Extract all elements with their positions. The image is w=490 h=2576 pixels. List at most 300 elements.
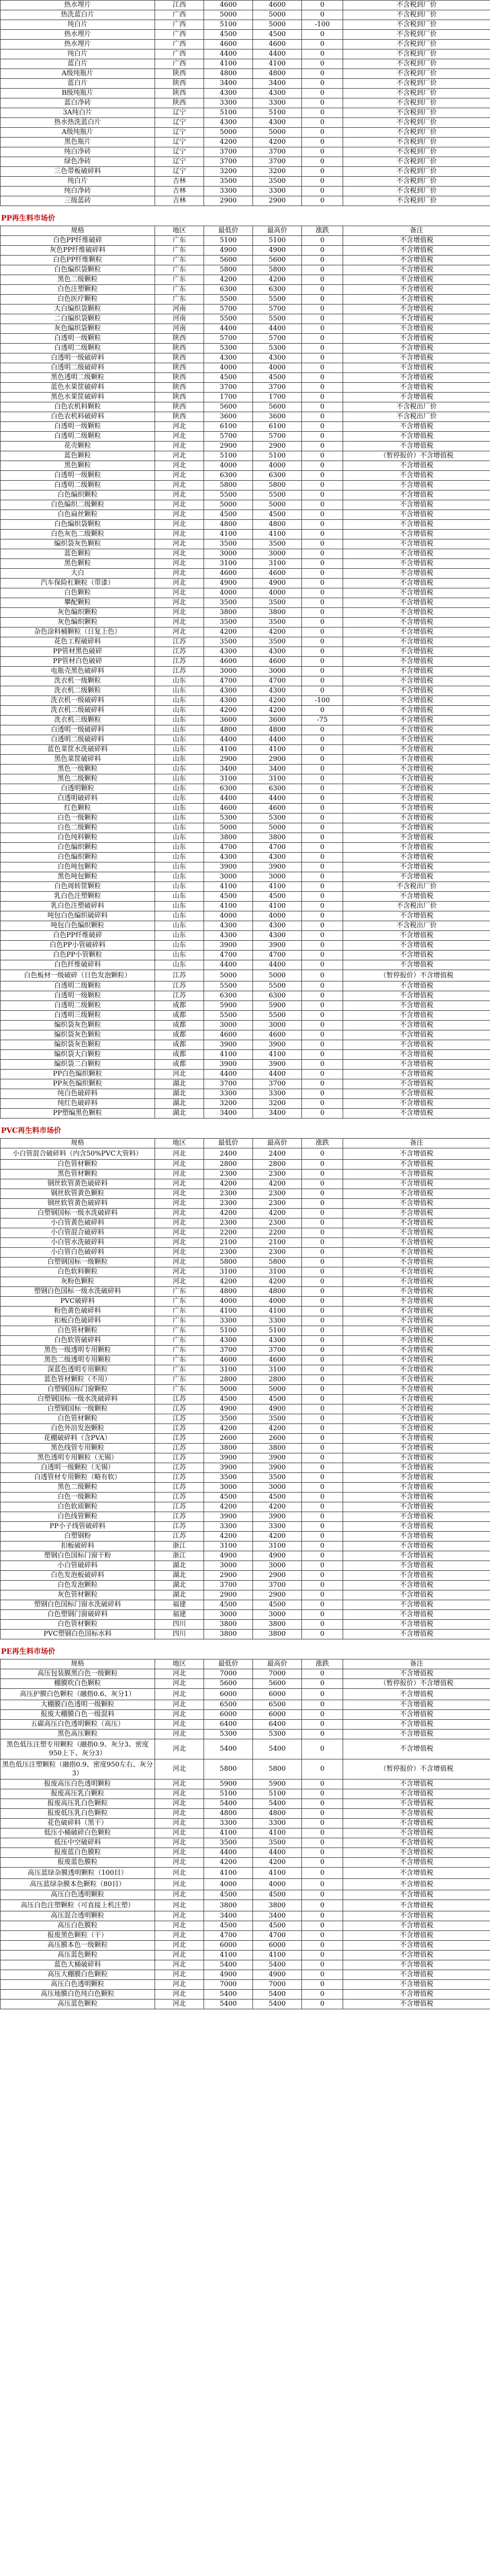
spec-cell: 白色管材颗粒	[1, 1326, 155, 1336]
min-price-cell: 3000	[204, 549, 253, 559]
change-cell: 0	[302, 814, 343, 823]
max-price-cell: 5800	[253, 481, 302, 490]
note-cell: （暂停报价）不含增值税	[343, 1679, 490, 1689]
spec-cell: 白透明一级颗粒	[1, 471, 155, 481]
spec-cell: 洗衣机一级颗粒	[1, 676, 155, 686]
table-row	[1, 539, 490, 549]
spec-cell: 纯白片	[1, 20, 155, 30]
table-row	[1, 1444, 490, 1453]
spec-cell: 蓝色菜筐水洗破碎料	[1, 745, 155, 755]
change-cell: 0	[302, 1307, 343, 1316]
min-price-cell: 4100	[204, 1050, 253, 1060]
region-cell: 陕西	[155, 373, 204, 383]
note-cell: 不含增值税	[343, 657, 490, 667]
section-title: PVC再生料市场价	[1, 1127, 61, 1135]
region-cell: 河北	[155, 628, 204, 637]
change-cell: 0	[302, 843, 343, 853]
spec-cell: 乳白色注塑破碎料	[1, 902, 155, 911]
change-cell: 0	[302, 618, 343, 628]
change-cell: 0	[302, 30, 343, 40]
spec-cell: 蓝色大桶破碎料	[1, 1960, 155, 1970]
min-price-cell: 5000	[204, 10, 253, 20]
change-cell: 0	[302, 147, 343, 157]
max-price-cell: 7000	[253, 1980, 302, 1990]
note-cell: 不含增值税	[343, 1444, 490, 1453]
note-cell: 不含增值税	[343, 931, 490, 941]
table-row	[1, 442, 490, 451]
region-cell: 广东	[155, 285, 204, 295]
spec-cell: 高压白色透明颗粒	[1, 1980, 155, 1990]
max-price-cell: 3000	[253, 667, 302, 676]
min-price-cell: 6000	[204, 1941, 253, 1951]
table-row	[1, 1679, 490, 1689]
note-cell: 不含增值税	[343, 285, 490, 295]
change-cell: 0	[302, 265, 343, 275]
note-cell: 不含增值税	[343, 471, 490, 481]
change-cell: 0	[302, 1710, 343, 1720]
note-cell: 不含税到厂价	[343, 118, 490, 128]
region-cell: 河北	[155, 1848, 204, 1858]
spec-cell: 白透管材专用颗粒（略有软）	[1, 1473, 155, 1483]
table-row	[1, 1089, 490, 1099]
spec-cell: 汽车保险杠颗粒（带漆）	[1, 579, 155, 588]
max-price-cell: 3100	[253, 559, 302, 569]
region-cell: 河北	[155, 490, 204, 500]
min-price-cell: 5000	[204, 128, 253, 138]
table-row	[1, 1170, 490, 1179]
region-cell: 河北	[155, 1951, 204, 1960]
change-cell: 0	[302, 451, 343, 461]
change-cell: 0	[302, 1287, 343, 1297]
min-price-cell: 3800	[204, 1444, 253, 1453]
region-cell: 福建	[155, 1600, 204, 1610]
spec-cell: 白色编织袋颗粒	[1, 265, 155, 275]
max-price-cell: 4000	[253, 1879, 302, 1890]
section-spacer	[0, 206, 490, 210]
min-price-cell: 5600	[204, 256, 253, 265]
min-price-cell: 4200	[204, 1209, 253, 1218]
change-cell: 0	[302, 539, 343, 549]
spec-cell: 白透明破碎料	[1, 794, 155, 804]
max-price-cell: 5400	[253, 1990, 302, 1999]
table-row	[1, 1960, 490, 1970]
change-cell: 0	[302, 1799, 343, 1809]
change-cell: 0	[302, 1179, 343, 1189]
table-row	[1, 1931, 490, 1941]
change-cell: 0	[302, 383, 343, 393]
max-price-cell: 4100	[253, 1951, 302, 1960]
region-cell: 江苏	[155, 1434, 204, 1444]
min-price-cell: 4200	[204, 1502, 253, 1512]
region-cell: 成都	[155, 1040, 204, 1050]
change-cell: 0	[302, 911, 343, 921]
table-row	[1, 1385, 490, 1395]
spec-cell: PP塑编黑色颗粒	[1, 1109, 155, 1118]
change-cell: 0	[302, 1720, 343, 1730]
table-row	[1, 59, 490, 69]
max-price-cell: 5100	[253, 1326, 302, 1336]
region-cell: 河北	[155, 618, 204, 628]
max-price-cell: 4300	[253, 89, 302, 98]
change-cell: 0	[302, 1148, 343, 1160]
table-row	[1, 608, 490, 618]
min-price-cell: 6000	[204, 1710, 253, 1720]
region-cell: 河北	[155, 1228, 204, 1238]
table-row	[1, 246, 490, 256]
max-price-cell: 3900	[253, 1453, 302, 1463]
min-price-cell: 5400	[204, 1990, 253, 1999]
spec-cell: 白色吨包颗粒	[1, 862, 155, 872]
region-cell: 陕西	[155, 353, 204, 363]
table-row	[1, 814, 490, 823]
spec-cell: 白透明三级颗粒	[1, 1011, 155, 1021]
min-price-cell: 5100	[204, 236, 253, 246]
region-cell: 广西	[155, 40, 204, 49]
region-cell: 江苏	[155, 1522, 204, 1532]
spec-cell: 大白编织袋颗粒	[1, 304, 155, 314]
max-price-cell: 5500	[253, 981, 302, 991]
max-price-cell: 3400	[253, 79, 302, 89]
region-cell: 江苏	[155, 991, 204, 1001]
note-cell: 不含增值税	[343, 1355, 490, 1365]
change-cell: 0	[302, 324, 343, 334]
table-row	[1, 1030, 490, 1040]
table-row	[1, 285, 490, 295]
note-cell: （暂停报价）不含增值税	[343, 451, 490, 461]
spec-cell: 白透明二级破碎料	[1, 735, 155, 745]
table-row	[1, 1879, 490, 1890]
max-price-cell: 3900	[253, 1463, 302, 1473]
spec-cell: 白塑钢国标一级水洗破碎料	[1, 1209, 155, 1218]
region-cell: 山东	[155, 902, 204, 911]
note-cell: 不含增值税	[343, 1730, 490, 1739]
max-price-cell: 5500	[253, 490, 302, 500]
table-row	[1, 1316, 490, 1326]
min-price-cell: 3800	[204, 608, 253, 618]
change-cell: 0	[302, 882, 343, 892]
region-cell: 河北	[155, 461, 204, 471]
max-price-cell: 4100	[253, 1868, 302, 1879]
change-cell: 0	[302, 765, 343, 774]
table-row	[1, 334, 490, 344]
note-cell: 不含税到厂价	[343, 108, 490, 118]
region-cell: 广东	[155, 1326, 204, 1336]
region-cell: 山东	[155, 814, 204, 823]
region-cell: 辽宁	[155, 147, 204, 157]
region-cell: 河北	[155, 422, 204, 432]
table-row	[1, 755, 490, 765]
min-price-cell: 2300	[204, 1199, 253, 1209]
table-row	[1, 98, 490, 108]
spec-cell: 白色管材颗粒	[1, 1160, 155, 1170]
region-cell: 河北	[155, 1070, 204, 1079]
note-cell: 不含增值税	[343, 1941, 490, 1951]
note-cell: 不含增值税	[343, 1999, 490, 2009]
spec-cell: A级纯瓶片	[1, 69, 155, 79]
note-cell: 不含增值税	[343, 334, 490, 344]
max-price-cell: 4500	[253, 373, 302, 383]
max-price-cell: 4800	[253, 1287, 302, 1297]
spec-cell: 白透明二级颗粒	[1, 981, 155, 991]
table-row	[1, 716, 490, 725]
min-price-cell: 3000	[204, 1610, 253, 1620]
spec-cell: 白色一级颗粒	[1, 1493, 155, 1502]
note-cell: 不含增值税	[343, 1493, 490, 1502]
max-price-header: 最高价	[253, 1659, 302, 1669]
region-cell: 河北	[155, 539, 204, 549]
min-price-cell: 4000	[204, 588, 253, 598]
table-row	[1, 1365, 490, 1375]
change-cell: 0	[302, 59, 343, 69]
change-cell: 0	[302, 1277, 343, 1287]
change-cell: 0	[302, 1868, 343, 1879]
note-cell: 不含增值税	[343, 1346, 490, 1355]
note-cell: 不含增值税	[343, 588, 490, 598]
table-row	[1, 1160, 490, 1170]
table-row	[1, 1011, 490, 1021]
table-row	[1, 1819, 490, 1828]
spec-cell: 报废高压乳白颗粒	[1, 1789, 155, 1799]
region-cell: 成都	[155, 1050, 204, 1060]
note-cell: 不含增值税	[343, 725, 490, 735]
note-cell: 不含增值税	[343, 960, 490, 970]
region-cell: 河北	[155, 1828, 204, 1838]
min-price-cell: 3500	[204, 177, 253, 187]
region-cell: 河北	[155, 1148, 204, 1160]
change-cell: 0	[302, 500, 343, 510]
table-row	[1, 1561, 490, 1571]
region-cell: 山东	[155, 882, 204, 892]
min-price-cell: 4600	[204, 804, 253, 814]
spec-cell: A级纯瓶片	[1, 128, 155, 138]
min-price-cell: 4600	[204, 1355, 253, 1365]
region-cell: 河北	[155, 1970, 204, 1980]
max-price-cell: 4300	[253, 353, 302, 363]
min-price-cell: 4700	[204, 676, 253, 686]
note-cell: 不含增值税	[343, 236, 490, 246]
max-price-cell: 4700	[253, 1931, 302, 1941]
min-price-cell: 3500	[204, 598, 253, 608]
change-cell: 0	[302, 1999, 343, 2009]
max-price-cell: 4300	[253, 931, 302, 941]
change-cell: 0	[302, 314, 343, 324]
max-price-cell: 6300	[253, 285, 302, 295]
note-cell: 不含增值税	[343, 1336, 490, 1346]
max-price-cell: 4200	[253, 1209, 302, 1218]
region-cell: 河北	[155, 1911, 204, 1921]
max-price-cell: 5900	[253, 1001, 302, 1011]
table-row	[1, 657, 490, 667]
note-cell: 不含增值税	[343, 275, 490, 285]
change-cell: 0	[302, 1473, 343, 1483]
region-cell: 河北	[155, 569, 204, 579]
table-row	[1, 1941, 490, 1951]
min-price-cell: 4500	[204, 892, 253, 902]
spec-cell: 白透明一级破碎料	[1, 725, 155, 735]
min-price-cell: 3800	[204, 833, 253, 843]
note-cell: 不含税到厂价	[343, 59, 490, 69]
table-header-row	[1, 226, 490, 236]
table-row	[1, 696, 490, 706]
region-cell: 广东	[155, 1336, 204, 1346]
spec-cell: 报废蓝白色膜粒	[1, 1848, 155, 1858]
min-price-cell: 2400	[204, 1148, 253, 1160]
region-cell: 成都	[155, 1030, 204, 1040]
region-cell: 广东	[155, 1316, 204, 1326]
change-cell: 0	[302, 1858, 343, 1868]
spec-cell: 热水热洗蓝白片	[1, 118, 155, 128]
min-price-cell: 3100	[204, 1267, 253, 1277]
max-price-cell: 6400	[253, 1720, 302, 1730]
spec-header: 规格	[1, 226, 155, 236]
note-cell: 不含增值税	[343, 579, 490, 588]
note-cell: 不含增值税	[343, 647, 490, 657]
table-row	[1, 706, 490, 716]
region-cell: 山东	[155, 676, 204, 686]
note-cell: 不含增值税	[343, 1848, 490, 1858]
spec-cell: 纯白色破碎料	[1, 1089, 155, 1099]
note-cell: 不含增值税	[343, 941, 490, 951]
max-price-cell: 4600	[253, 1, 302, 10]
max-price-cell: 3000	[253, 1610, 302, 1620]
note-cell: 不含增值税	[343, 1739, 490, 1759]
change-cell: 0	[302, 1060, 343, 1070]
spec-cell: 白透明一级颗粒	[1, 422, 155, 432]
table-row	[1, 138, 490, 147]
max-price-cell: 2300	[253, 1170, 302, 1179]
min-price-cell: 4100	[204, 1868, 253, 1879]
region-cell: 成都	[155, 1011, 204, 1021]
change-cell: 0	[302, 157, 343, 167]
min-price-cell: 4400	[204, 960, 253, 970]
min-price-cell: 4600	[204, 569, 253, 579]
table-row	[1, 1404, 490, 1414]
region-cell: 河北	[155, 1179, 204, 1189]
table-row	[1, 745, 490, 755]
max-price-cell: 3700	[253, 157, 302, 167]
change-cell: 0	[302, 676, 343, 686]
max-price-cell: 4100	[253, 1050, 302, 1060]
spec-cell: 白色编织颗粒	[1, 843, 155, 853]
spec-cell: 白色编织颗粒	[1, 853, 155, 862]
spec-cell: 高压膜本色一级颗粒	[1, 1941, 155, 1951]
spec-cell: 白色板材一级破碎（日色发泡颗粒）	[1, 970, 155, 981]
change-cell: 0	[302, 138, 343, 147]
min-price-cell: 4000	[204, 363, 253, 373]
spec-cell: 二白编织袋颗粒	[1, 314, 155, 324]
max-price-cell: 4600	[253, 1355, 302, 1365]
spec-cell: 高压大棚膜白色颗粒	[1, 1970, 155, 1980]
spec-cell: 白透明二级颗粒	[1, 481, 155, 490]
max-price-cell: 5800	[253, 1759, 302, 1780]
table-row	[1, 725, 490, 735]
spec-cell: 高压蓝色颗粒	[1, 1951, 155, 1960]
note-cell: 不含增值税	[343, 539, 490, 549]
spec-cell: 黑色线管专用颗粒	[1, 1444, 155, 1453]
max-price-cell: 2300	[253, 1199, 302, 1209]
change-cell: 0	[302, 1561, 343, 1571]
spec-cell: 蓝色水果筐破碎料	[1, 383, 155, 393]
change-cell: 0	[302, 1444, 343, 1453]
region-cell: 山东	[155, 960, 204, 970]
change-cell: 0	[302, 1759, 343, 1780]
note-cell: 不含增值税	[343, 1021, 490, 1030]
max-price-cell: 4100	[253, 59, 302, 69]
min-price-cell: 2900	[204, 196, 253, 206]
min-price-cell: 5300	[204, 1730, 253, 1739]
note-cell: 不含增值税	[343, 1789, 490, 1799]
note-cell: 不含税到厂价	[343, 69, 490, 79]
spec-cell: 白色发泡颗粒	[1, 1581, 155, 1590]
region-cell: 吉林	[155, 187, 204, 196]
max-price-cell: 4400	[253, 735, 302, 745]
region-cell: 山东	[155, 833, 204, 843]
note-cell: 不含增值税	[343, 1689, 490, 1700]
max-price-cell: 4300	[253, 647, 302, 657]
spec-cell: 编织袋灰色颗粒	[1, 539, 155, 549]
min-price-cell: 4400	[204, 324, 253, 334]
note-cell: 不含增值税	[343, 1375, 490, 1385]
spec-cell: 黑色高压颗粒	[1, 1730, 155, 1739]
min-price-cell: 5900	[204, 1780, 253, 1789]
spec-cell: 报废高压乳白色颗粒	[1, 1799, 155, 1809]
note-cell: 不含增值税	[343, 1799, 490, 1809]
region-cell: 山东	[155, 716, 204, 725]
region-cell: 山东	[155, 951, 204, 960]
spec-cell: 白色周转筐颗粒	[1, 882, 155, 892]
spec-cell: 洗衣机二级破碎料	[1, 706, 155, 716]
spec-cell: 编织袋灰色颗粒	[1, 1040, 155, 1050]
region-cell: 福建	[155, 1610, 204, 1620]
table-row	[1, 1980, 490, 1990]
change-cell: 0	[302, 1669, 343, 1679]
min-price-cell: 5800	[204, 481, 253, 490]
note-cell: 不含税到厂价	[343, 20, 490, 30]
table-row	[1, 941, 490, 951]
table-row	[1, 471, 490, 481]
change-cell: 0	[302, 1532, 343, 1541]
note-cell: 不含增值税	[343, 1990, 490, 1999]
table-row	[1, 1453, 490, 1463]
region-cell: 广东	[155, 1355, 204, 1365]
min-price-cell: 3500	[204, 618, 253, 628]
max-price-cell: 5000	[253, 500, 302, 510]
min-price-cell: 4000	[204, 911, 253, 921]
change-cell: 0	[302, 1970, 343, 1980]
region-cell: 河北	[155, 432, 204, 442]
note-cell: 不含增值税	[343, 1228, 490, 1238]
table-row	[1, 931, 490, 941]
max-price-cell: 4000	[253, 363, 302, 373]
table-row	[1, 991, 490, 1001]
max-price-cell: 5600	[253, 256, 302, 265]
spec-cell: 洗衣机三级颗粒	[1, 716, 155, 725]
change-cell: 0	[302, 1571, 343, 1581]
min-price-cell: 3900	[204, 1512, 253, 1522]
min-price-cell: 4200	[204, 138, 253, 147]
note-cell: 不含增值税	[343, 490, 490, 500]
region-cell: 河南	[155, 324, 204, 334]
table-row	[1, 295, 490, 304]
max-price-cell: 4000	[253, 1297, 302, 1307]
spec-cell: 白色管材颗粒	[1, 1414, 155, 1424]
change-cell: 0	[302, 1099, 343, 1109]
max-price-cell: 7000	[253, 1669, 302, 1679]
min-price-cell: 4800	[204, 69, 253, 79]
note-cell: 不含税到厂价	[343, 1, 490, 10]
table-row	[1, 1999, 490, 2009]
change-cell: 0	[302, 1189, 343, 1199]
